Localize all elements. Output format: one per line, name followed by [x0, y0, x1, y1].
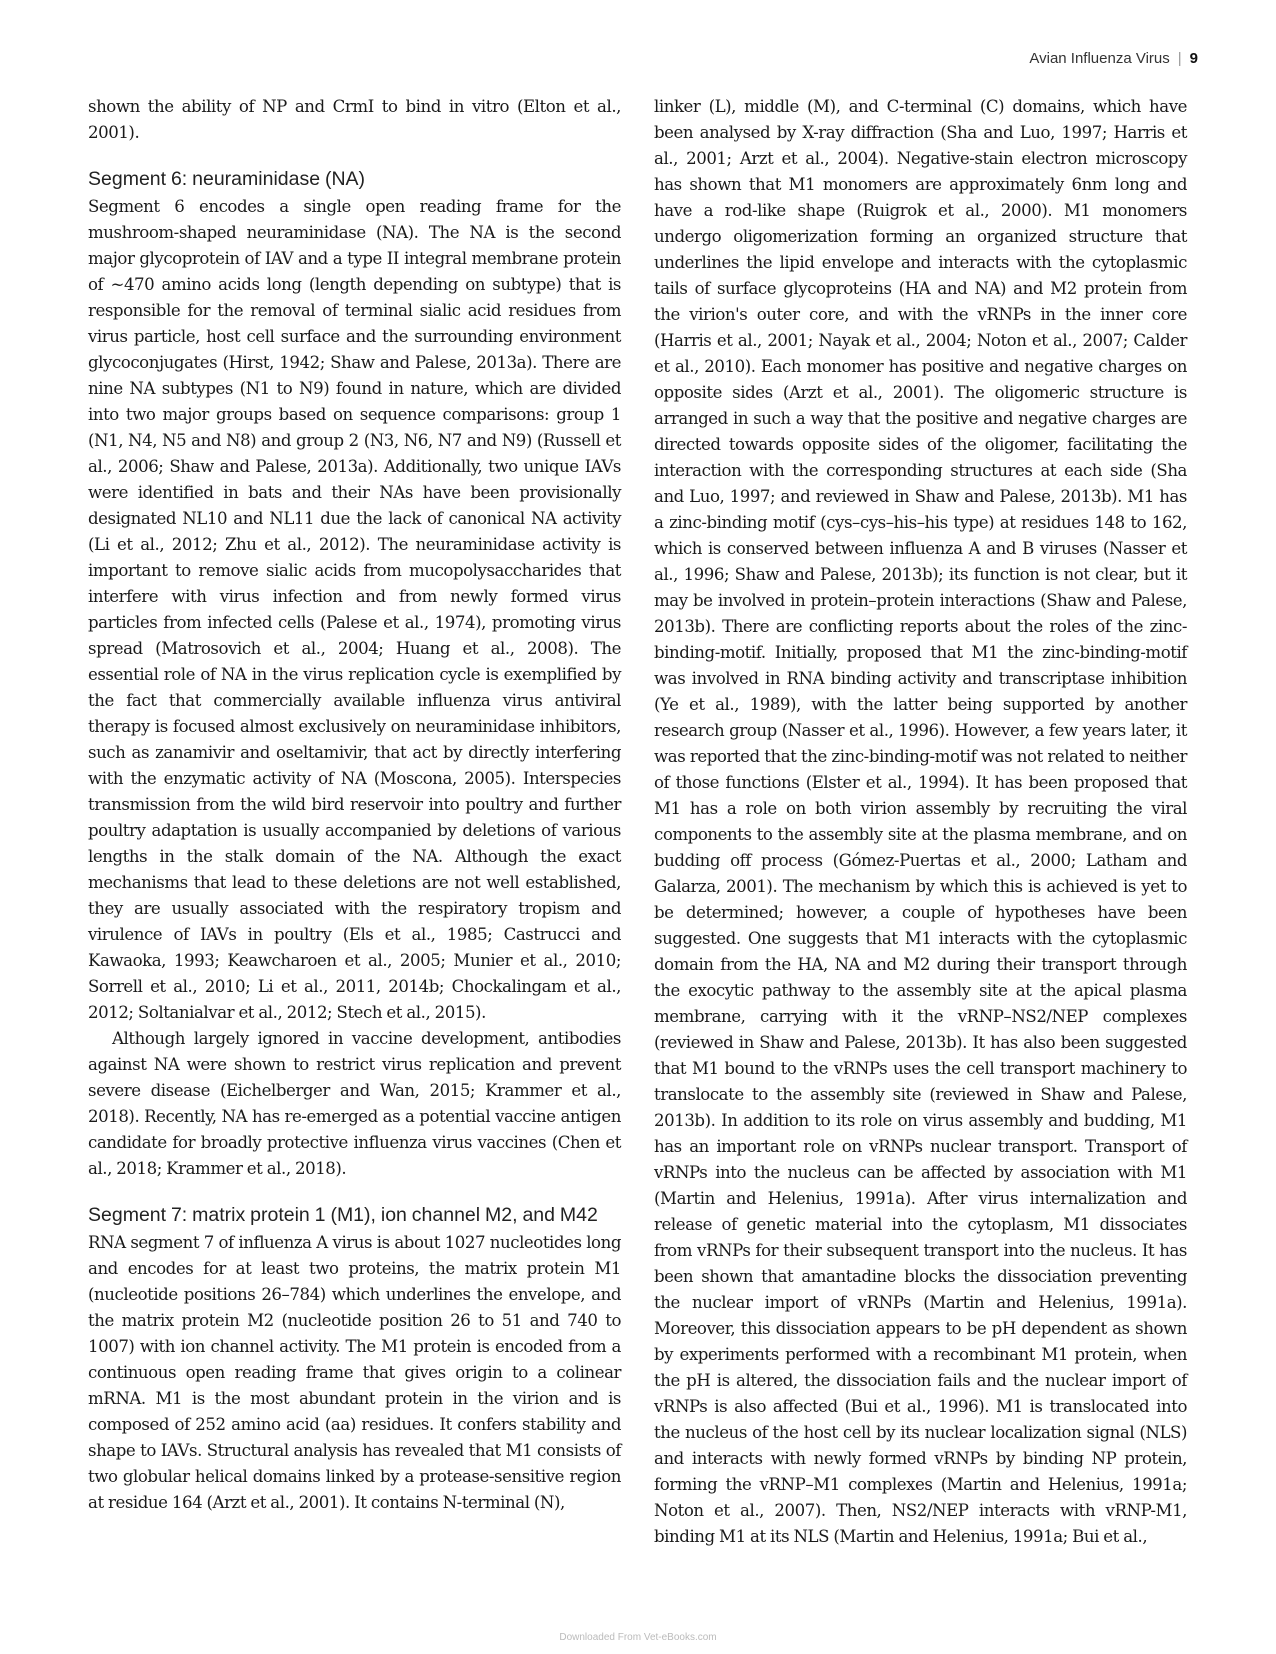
- heading-segment-6: Segment 6: neuraminidase (NA): [88, 168, 366, 190]
- page-number: 9: [1189, 50, 1198, 67]
- paragraph-segment-7-intro: RNA segment 7 of influenza A virus is about 1027 nucleotides long and encodes for at least two proteins, the matrix protein M1 (nucleotide positions 26–784) which underlines the envelope, and the matrix protein M2 (nucleotide position 26 to 51 and 740 to 1007) with ion channel activity. The M1 protein is encoded from a continuous open reading frame that gives origin to a colinear mRNA. M1 is the most abundant protein in the virion and is composed of 252 amino acid (aa) residues. It confers stability and shape to IAVs. Structural analysis has revealed that M1 consists of two globular helical domains linked by a protease-sensitive region at residue 164 (Arzt et al., 2001). It contains N-terminal (N),: [88, 1233, 621, 1512]
- header-separator: |: [1177, 50, 1182, 67]
- running-header: [1029, 50, 1198, 67]
- paragraph-np-crmi: shown the ability of NP and CrmI to bind in vitro (Elton et al., 2001).: [88, 97, 621, 142]
- heading-segment-7: Segment 7: matrix protein 1 (M1), ion channel M2, and M42: [88, 1204, 598, 1226]
- download-watermark: Downloaded From Vet-eBooks.com: [559, 1632, 717, 1643]
- right-column: [654, 94, 1187, 1550]
- paragraph-na-overview: Segment 6 encodes a single open reading frame for the mushroom-shaped neuraminidase (NA). The NA is the second major glycoprotein of IAV and a type II integral membrane protein of ~470 amino acids long (length depending on subtype) that is responsible for the removal of terminal sialic acid residues from virus particle, host cell surface and the surrounding environment glycoconjugates (Hirst, 1942; Shaw and Palese, 2013a). There are nine NA subtypes (N1 to N9) found in nature, which are divided into two major groups based on sequence comparisons: group 1 (N1, N4, N5 and N8) and group 2 (N3, N6, N7 and N9) (Russell et al., 2006; Shaw and Palese, 2013a). Additionally, two unique IAVs were identified in bats and their NAs have been provisionally designated NL10 and NL11 due the lack of canonical NA activity (Li et al., 2012; Zhu et al., 2012). The neuraminidase activity is important to remove sialic acids from mucopolysaccharides that interfere with virus infection and from newly formed virus particles from infected cells (Palese et al., 1974), promoting virus spread (Matrosovich et al., 2004; Huang et al., 2008). The essential role of NA in the virus replication cycle is exemplified by the fact that commercially available influenza virus antiviral therapy is focused almost exclusively on neuraminidase inhibitors, such as zanamivir and oseltamivir, that act by directly interfering with the enzymatic activity of NA (Moscona, 2005). Interspecies transmission from the wild bird reservoir into poultry and further poultry adaptation is usually accompanied by deletions of various lengths in the stalk domain of the NA. Although the exact mechanisms that lead to these deletions are not well established, they are usually associated with the respiratory tropism and virulence of IAVs in poultry (Els et al., 1985; Castrucci and Kawaoka, 1993; Keawcharoen et al., 2005; Munier et al., 2010; Sorrell et al., 2010; Li et al., 2011, 2014b; Chockalingam et al., 2012; Soltanialvar et al., 2012; Stech et al., 2015).: [88, 197, 621, 1022]
- running-title: Avian Influenza Virus: [1029, 50, 1170, 67]
- paragraph-na-vaccine: Although largely ignored in vaccine development, antibodies against NA were shown to restrict virus replication and prevent severe disease (Eichelberger and Wan, 2015; Krammer et al., 2018). Recently, NA has re-emerged as a potential vaccine antigen candidate for broadly protective influenza virus vaccines (Chen et al., 2018; Krammer et al., 2018).: [88, 1029, 621, 1178]
- paragraph-m1-structure: linker (L), middle (M), and C-terminal (C) domains, which have been analysed by X-ray diffraction (Sha and Luo, 1997; Harris et al., 2001; Arzt et al., 2004). Negative-stain electron microscopy has shown that M1 monomers are approximately 6nm long and have a rod-like shape (Ruigrok et al., 2000). M1 monomers undergo oligomerization forming an organized structure that underlines the lipid envelope and interacts with the cytoplasmic tails of surface glycoproteins (HA and NA) and M2 protein from the virion's outer core, and with the vRNPs in the inner core (Harris et al., 2001; Nayak et al., 2004; Noton et al., 2007; Calder et al., 2010). Each monomer has positive and negative charges on opposite sides (Arzt et al., 2001). The oligomeric structure is arranged in such a way that the positive and negative charges are directed towards opposite sides of the oligomer, facilitating the interaction with the corresponding structures at each side (Sha and Luo, 1997; and reviewed in Shaw and Palese, 2013b). M1 has a zinc-binding motif (cys–cys–his–his type) at residues 148 to 162, which is conserved between influenza A and B viruses (Nasser et al., 1996; Shaw and Palese, 2013b); its function is not clear, but it may be involved in protein–protein interactions (Shaw and Palese, 2013b). There are conflicting reports about the roles of the zinc-binding-motif. Initially, proposed that M1 the zinc-binding-motif was involved in RNA binding activity and transcriptase inhibition (Ye et al., 1989), with the latter being supported by another research group (Nasser et al., 1996). However, a few years later, it was reported that the zinc-binding-motif was not related to neither of those functions (Elster et al., 1994). It has been proposed that M1 has a role on both virion assembly by recruiting the viral components to the assembly site at the plasma membrane, and on budding off process (Gómez-Puertas et al., 2000; Latham and Galarza, 2001). The mechanism by which this is achieved is yet to be determined; however, a couple of hypotheses have been suggested. One suggests that M1 interacts with the cytoplasmic domain from the HA, NA and M2 during their transport through the exocytic pathway to the assembly site at the apical plasma membrane, carrying with it the vRNP–NS2/NEP complexes (reviewed in Shaw and Palese, 2013b). It has also been suggested that M1 bound to the vRNPs uses the cell transport machinery to translocate to the assembly site (reviewed in Shaw and Palese, 2013b). In addition to its role on virus assembly and budding, M1 has an important role on vRNPs nuclear transport. Transport of vRNPs into the nucleus can be affected by association with M1 (Martin and Helenius, 1991a). After virus internalization and release of genetic material into the cytoplasm, M1 dissociates from vRNPs for their subsequent transport into the nucleus. It has been shown that amantadine blocks the dissociation preventing the nuclear import of vRNPs (Martin and Helenius, 1991a). Moreover, this dissociation appears to be pH dependent as shown by experiments performed with a recombinant M1 protein, when the pH is altered, the dissociation fails and the nuclear import of vRNPs is also affected (Bui et al., 1996). M1 is translocated into the nucleus of the host cell by its nuclear localization signal (NLS) and interacts with newly formed vRNPs by binding NP protein, forming the vRNP–M1 complexes (Martin and Helenius, 1991a; Noton et al., 2007). Then, NS2/NEP interacts with vRNP-M1, binding M1 at its NLS (Martin and Helenius, 1991a; Bui et al.,: [654, 97, 1187, 1546]
- left-column: [88, 94, 621, 1516]
